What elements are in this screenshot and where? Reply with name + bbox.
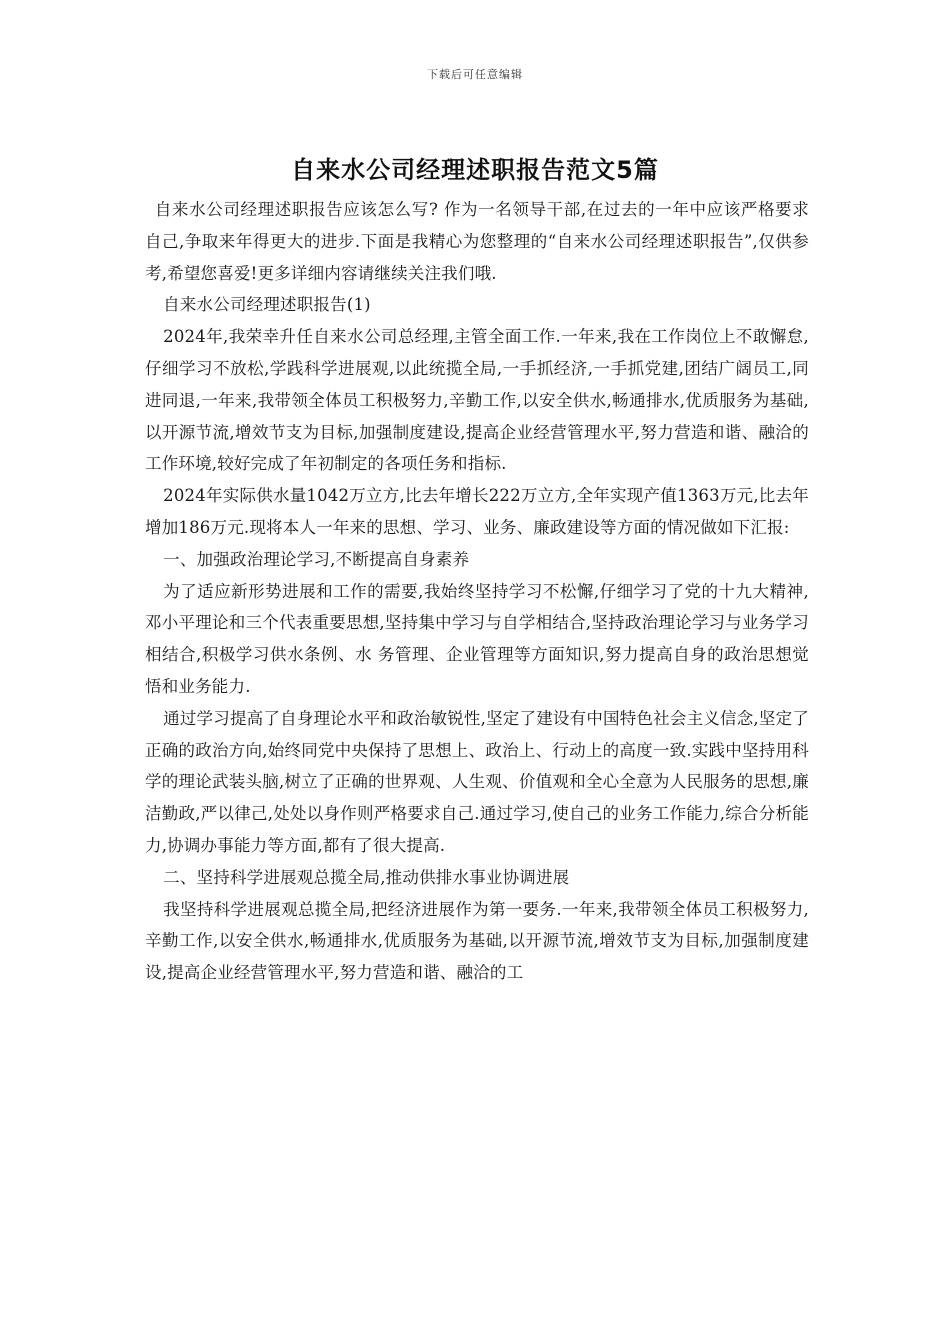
- section-title-report-1: 自来水公司经理述职报告(1): [163, 295, 371, 315]
- section-heading-2: 二、坚持科学进展观总揽全局,推动供排水事业协调进展: [163, 867, 570, 887]
- body-paragraph: 2024年实际供水量1042万立方,比去年增长222万立方,全年实现产值1363万元,比去年增加186万元.现将本人一年来的思想、学习、业务、廉政建设等方面的情况做如下汇报:: [145, 486, 809, 537]
- body-paragraph: 我坚持科学进展观总揽全局,把经济进展作为第一要务.一年来,我带领全体员工积极努力,辛勤工作,以安全供水,畅通排水,优质服务为基础,以开源节流,增效节支为目标,加强制度建设,提高企业经营管理水平,努力营造和谐、融洽的工: [145, 899, 809, 983]
- intro-paragraph: 自来水公司经理述职报告应该怎么写? 作为一名领导干部,在过去的一年中应该严格要求自己,争取来年得更大的进步.下面是我精心为您整理的“自来水公司经理述职报告”,仅供参考,希望您喜爱!更多详细内容请继续关注我们哦.: [145, 200, 809, 283]
- header-note: 下载后可任意编辑: [427, 68, 523, 81]
- section-heading-1: 一、加强政治理论学习,不断提高自身素养: [163, 549, 470, 569]
- body-paragraph: 2024年,我荣幸升任自来水公司总经理,主管全面工作.一年来,我在工作岗位上不敢懈怠,仔细学习不放松,学践科学进展观,以此统揽全局,一手抓经济,一手抓党建,团结广阔员工,同进同退,一年来,我带领全体员工积极努力,辛勤工作,以安全供水,畅通排水,优质服务为基础,以开源节流,增效节支为目标,加强制度建设,提高企业经营管理水平,努力营造和谐、融洽的工作环境,较好完成了年初制定的各项任务和指标.: [145, 327, 809, 474]
- body-paragraph: 为了适应新形势进展和工作的需要,我始终坚持学习不松懈,仔细学习了党的十九大精神,邓小平理论和三个代表重要思想,坚持集中学习与自学相结合,坚持政治理论学习与业务学习相结合,积极学习供水条例、水 务管理、企业管理等方面知识,努力提高自身的政治思想觉悟和业务能力.: [145, 581, 809, 696]
- body-paragraph: 通过学习提高了自身理论水平和政治敏锐性,坚定了建设有中国特色社会主义信念,坚定了正确的政治方向,始终同党中央保持了思想上、政治上、行动上的高度一致.实践中坚持用科学的理论武装头脑,树立了正确的世界观、人生观、价值观和全心全意为人民服务的思想,廉洁勤政,严以律己,处处以身作则严格要求自己.通过学习,使自己的业务工作能力,综合分析能力,协调办事能力等方面,都有了很大提高.: [145, 708, 809, 855]
- document-body: [145, 194, 809, 989]
- document-title: 自来水公司经理述职报告范文5篇: [291, 156, 659, 184]
